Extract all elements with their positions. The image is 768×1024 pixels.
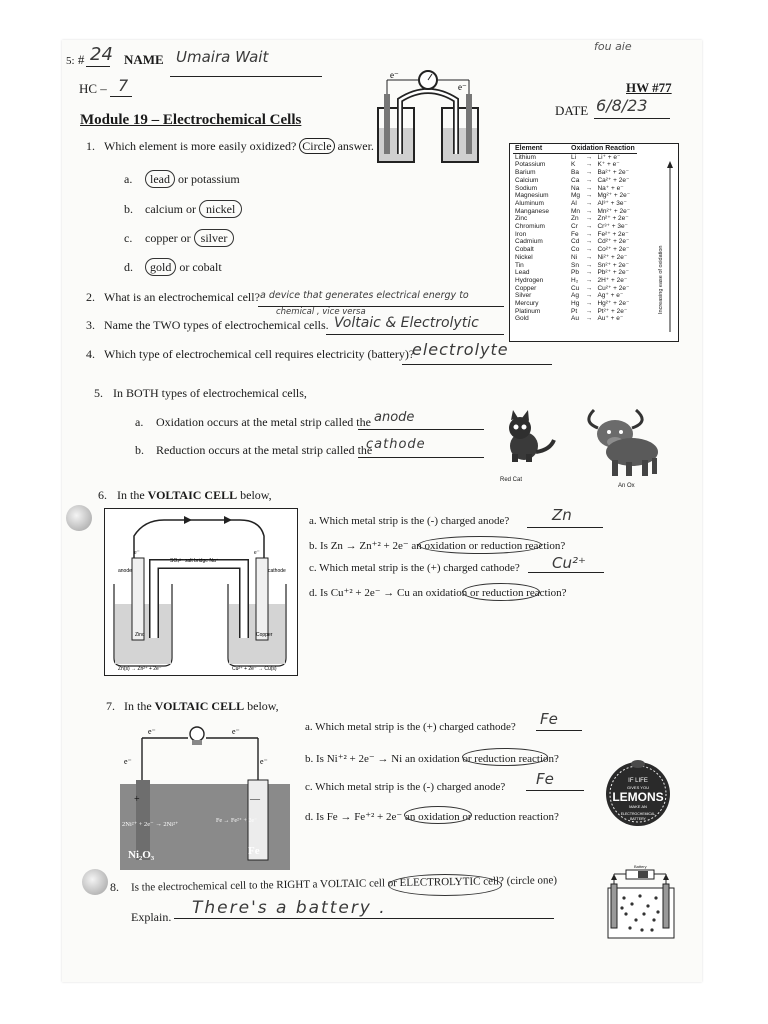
ox-illustration [580,402,666,480]
element-symbol-cell: Pb [571,269,579,277]
q1c-letter: c. [124,231,133,245]
q5-number: 5. [94,386,103,400]
q2-text: What is an electrochemical cell? [104,290,260,304]
arrow-cell: → [585,169,593,177]
q1-text: Which element is more easily oxidized? Circle answer. [104,139,374,153]
name-line [170,76,322,77]
reaction-products-cell: Pb²⁺ + 2e⁻ [597,269,630,277]
element-name-cell: Sodium [515,184,538,192]
q4-text: Which type of electrochemical cell requires electricity (battery)? [104,347,415,361]
q6c-answer[interactable]: Cu²⁺ [552,554,586,572]
q7-number: 7. [106,699,115,713]
reaction-products-cell: Al³⁺ + 3e⁻ [597,199,627,207]
reaction-products-cell: 2H⁺ + 2e⁻ [597,276,628,284]
arrow-cell: → [585,246,593,254]
battery-caption: Battery [634,864,647,869]
q5b-text: Reduction occurs at the metal strip called the [156,443,373,457]
element-name-cell: Magnesium [515,192,549,200]
corner-note: fou aie [594,40,632,53]
number-label: 5: # [66,52,85,67]
q1b-letter: b. [124,202,133,216]
svg-text:IF LIFE: IF LIFE [628,778,648,784]
reaction-products-cell: Mg²⁺ + 2e⁻ [597,192,631,200]
element-symbol-cell: Sn [571,261,579,269]
red-cat-caption: Red Cat [500,477,523,483]
arrow-cell: → [585,199,593,207]
negative-sign: — [250,794,260,805]
punch-hole [66,505,92,531]
q6b-text: b. Is Zn → Zn⁺² + 2e⁻ an oxidation or reduction reaction? [309,540,566,552]
arrow-cell: → [585,207,593,215]
q1b-text: calcium or nickel [145,202,242,217]
arrow-cell: → [585,153,593,161]
element-symbol-cell: Ni [571,253,578,261]
q1-number: 1. [86,139,95,153]
table-row [513,254,637,262]
element-name-cell: Barium [515,169,536,177]
arrow-cell: → [585,223,593,231]
reaction-products-cell: Na⁺ + e⁻ [597,184,624,192]
q1d-answer-circle[interactable]: gold [145,258,176,276]
q4-answer[interactable]: electrolyte [412,340,509,359]
electron-label-top-left: e⁻ [148,727,156,736]
arrow-cell: → [585,253,593,261]
element-name-cell: Aluminum [515,199,544,207]
q7a-answer[interactable]: Fe [540,710,558,728]
voltaic-cell-diagram-2 [120,724,290,872]
q1c-text: copper or silver [145,231,234,246]
electrochemical-cell-illustration [372,70,484,170]
q2-answer-line1[interactable]: a device that generates electrical energy to [260,290,469,301]
element-name-cell: Cobalt [515,246,534,254]
element-symbol-cell: Hg [571,300,580,308]
element-name-cell: Mercury [515,300,539,308]
q6-number: 6. [98,488,107,502]
element-symbol-cell: Fe [571,230,579,238]
svg-text:BATTERY: BATTERY [630,817,646,821]
table-row [513,161,637,169]
arrow-cell: → [585,284,593,292]
table-row [513,200,637,208]
element-name-cell: Lithium [515,153,536,161]
reaction-products-cell: Ba²⁺ + 2e⁻ [597,169,630,177]
element-name-cell: Gold [515,315,529,323]
element-symbol-cell: Li [571,153,577,161]
q3-answer-line [326,334,504,335]
q1-circle-word: Circle [299,138,334,154]
reaction-products-cell: Ni²⁺ + 2e⁻ [597,253,628,261]
electron-label-top-right: e⁻ [232,727,240,736]
table-row [513,169,637,177]
element-name-cell: Potassium [515,161,546,169]
element-symbol-cell: Mn [571,207,581,215]
svg-text:ELECTROCHEMICAL: ELECTROCHEMICAL [620,812,656,816]
q3-text: Name the TWO types of electrochemical cells. [104,318,329,332]
reaction-products-cell: Sn²⁺ + 2e⁻ [597,261,630,269]
salt-bridge-label: SO₄²⁻ salt bridge Na⁺ [170,558,219,564]
reaction-products-cell: Ag⁺ + e⁻ [597,292,624,300]
arrow-cell: → [585,192,593,200]
table-row [513,308,637,316]
q6a-text: a. Which metal strip is the (-) charged anode? [309,515,510,527]
element-name-cell: Copper [515,284,537,292]
element-symbol-cell: Na [571,184,580,192]
q5b-letter: b. [135,443,144,457]
electron-label-left: e⁻ [134,550,140,556]
table-row [513,215,637,223]
q6d-answer-circle[interactable] [462,583,540,601]
q2-answer-line2[interactable]: chemical , vice versa [276,307,366,317]
q5-text: In BOTH types of electrochemical cells, [113,386,307,400]
number-line [86,66,110,67]
reaction-products-cell: Hg²⁺ + 2e⁻ [597,300,630,308]
copper-label: Copper [256,632,273,638]
q6c-text: c. Which metal strip is the (+) charged cathode? [309,562,520,574]
element-symbol-cell: Cu [571,284,580,292]
reaction-products-cell: Mn²⁺ + 2e⁻ [597,207,631,215]
table-row [513,185,637,193]
reaction-products-cell: Ca²⁺ + 2e⁻ [597,176,630,184]
zinc-label: Zinc [135,632,145,638]
q5b-answer-line [358,457,484,458]
table-row [513,285,637,293]
element-name-cell: Cadmium [515,238,543,246]
element-symbol-cell: H₂ [571,276,579,284]
anode-label: anode [118,568,132,574]
q5a-answer-line [358,429,484,430]
iron-equation: Fe → Fe²⁺ + 2e⁻ [216,818,258,824]
q1a-text: lead or potassium [145,172,240,187]
reaction-products-cell: Cd²⁺ + 2e⁻ [597,238,630,246]
red-cat-illustration [498,410,558,466]
name-value[interactable]: Umaira Wait [176,48,269,66]
arrow-cell: → [585,269,593,277]
element-symbol-cell: Mg [571,192,581,200]
element-name-cell: Silver [515,292,532,300]
element-symbol-cell: K [571,161,576,169]
table-row [513,208,637,216]
element-name-cell: Iron [515,230,527,238]
hc-line [110,96,132,97]
reaction-products-cell: Cr³⁺ + 3e⁻ [597,223,628,231]
element-name-cell: Nickel [515,253,533,261]
oxidation-table [509,143,679,342]
element-symbol-cell: Ag [571,292,579,300]
reaction-products-cell: Pt²⁺ + 2e⁻ [597,307,628,315]
table-row [513,269,637,277]
q7b-answer-circle[interactable] [462,748,548,766]
q5b-answer[interactable]: cathode [366,437,426,452]
electron-label-right: e⁻ [260,757,268,766]
q1c-answer-circle[interactable]: silver [194,229,235,247]
q1a-answer-circle[interactable]: lead [145,170,175,188]
q3-answer[interactable]: Voltaic & Electrolytic [334,315,479,331]
q3-number: 3. [86,318,95,332]
q8-explain-label: Explain. [131,910,172,924]
element-name-cell: Hydrogen [515,276,544,284]
element-symbol-cell: Al [571,199,577,207]
q6d-text: d. Is Cu⁺² + 2e⁻ → Cu an oxidation or reduction reaction? [309,587,567,599]
q7b-text: b. Is Ni⁺² + 2e⁻ → Ni an oxidation or reduction reaction? [305,753,559,765]
table-header-reaction: Oxidation Reaction [571,145,635,152]
arrow-cell: → [585,261,593,269]
q2-number: 2. [86,290,95,304]
element-name-cell: Calcium [515,176,539,184]
q7c-answer-line [526,790,584,791]
q7a-text: a. Which metal strip is the (+) charged cathode? [305,721,516,733]
hw-label: HW #77 [626,80,672,95]
element-symbol-cell: Cd [571,238,580,246]
q8-explain-line [174,918,554,919]
svg-text:LEMONS: LEMONS [612,790,664,804]
electrolytic-cell-illustration [604,868,678,940]
hc-value[interactable]: 7 [118,76,129,95]
arrow-cell: → [585,176,593,184]
arrow-cell: → [585,292,593,300]
element-symbol-cell: Cr [571,223,578,231]
table-row [513,223,637,231]
q1d-text: gold or cobalt [145,260,222,275]
ox-caption: An Ox [618,483,635,489]
q7-text: In the VOLTAIC CELL below, [124,699,279,713]
reaction-products-cell: Cu²⁺ + 2e⁻ [597,284,630,292]
arrow-cell: → [585,230,593,238]
nickel-equation: 2Ni²⁺ + 2e⁻ → 2Ni²⁺ [122,821,179,828]
q6-text: In the VOLTAIC CELL below, [117,488,272,502]
arrow-cell: → [585,276,593,284]
q8-text: Is the electrochemical cell to the RIGHT a VOLTAIC cell or ELECTROLYTIC cell? (circle one) [130,874,558,894]
cathode-equation: Cu²⁺ + 2e⁻ → Cu(s) [232,666,277,672]
element-name-cell: Tin [515,261,524,269]
q4-number: 4. [86,347,95,361]
q8-number: 8. [110,880,119,894]
reaction-products-cell: K⁺ + e⁻ [597,161,620,169]
q5a-text: Oxidation occurs at the metal strip called the [156,415,371,429]
element-symbol-cell: Co [571,246,580,254]
table-row [513,262,637,270]
electron-label-right: e⁻ [254,550,260,556]
lemon-badge-illustration [602,756,674,828]
q6a-answer-line [527,527,603,528]
electron-label-left: e⁻ [124,757,132,766]
arrow-cell: → [585,184,593,192]
arrow-cell: → [585,161,593,169]
element-symbol-cell: Ca [571,176,580,184]
table-row [513,231,637,239]
q1b-answer-circle[interactable]: nickel [199,200,242,218]
table-row [513,277,637,285]
q6b-answer-circle[interactable] [418,536,542,554]
table-row [513,153,637,161]
q1a-letter: a. [124,172,133,186]
element-name-cell: Zinc [515,215,528,223]
reaction-products-cell: Co²⁺ + 2e⁻ [597,246,630,254]
table-row [513,246,637,254]
cathode-label: cathode [268,568,286,574]
element-symbol-cell: Zn [571,215,579,223]
reaction-products-cell: Zn²⁺ + 2e⁻ [597,215,629,223]
voltaic-cell-diagram-1 [104,508,298,676]
element-name-cell: Manganese [515,207,549,215]
table-header-element: Element [513,145,569,153]
q1d-letter: d. [124,260,133,274]
reaction-products-cell: Au⁺ + e⁻ [597,315,624,323]
reaction-products-cell: Li⁺ + e⁻ [597,153,621,161]
table-row [513,292,637,300]
arrow-cell: → [585,300,593,308]
q5a-letter: a. [135,415,144,429]
number-value[interactable]: 24 [90,44,113,65]
table-row [513,315,637,323]
q5a-answer[interactable]: anode [374,410,415,425]
q7d-answer-circle[interactable] [404,806,472,824]
q7c-text: c. Which metal strip is the (-) charged anode? [305,781,506,793]
q6a-answer[interactable]: Zn [552,506,572,524]
table-row [513,238,637,246]
q8-answer-circle[interactable] [388,874,502,896]
punch-hole [82,869,108,895]
table-row [513,192,637,200]
table-side-label: Increasing ease of oxidation [658,245,664,314]
arrow-cell: → [585,215,593,223]
q4-answer-line [402,364,552,365]
q8-explain-answer[interactable]: There's a battery . [192,898,387,918]
q7a-answer-line [536,730,582,731]
anode-equation: Zn(s) → Zn²⁺ + 2e⁻ [118,666,162,672]
arrow-cell: → [585,238,593,246]
arrow-cell: → [585,307,593,315]
q6c-answer-line [528,572,604,573]
nickel-oxide-label: Ni₂O₃ [128,849,155,861]
element-name-cell: Platinum [515,307,541,315]
increasing-arrow [665,160,675,336]
q7c-answer[interactable]: Fe [536,770,554,788]
hc-label: HC – [79,81,107,96]
element-name-cell: Lead [515,269,530,277]
table-row [513,177,637,185]
iron-label: Fe [248,845,260,857]
date-value[interactable]: 6/8/23 [596,96,648,115]
table-row [513,300,637,308]
q7d-text: d. Is Fe → Fe⁺² + 2e⁻ an oxidation or reduction reaction? [305,811,559,823]
name-label: NAME [124,52,164,67]
svg-text:MAKE AN: MAKE AN [629,804,647,809]
element-symbol-cell: Au [571,315,579,323]
positive-sign: + [134,794,140,805]
reaction-products-cell: Fe²⁺ + 2e⁻ [597,230,629,238]
element-name-cell: Chromium [515,223,545,231]
element-symbol-cell: Ba [571,169,579,177]
svg-text:e⁻: e⁻ [390,70,399,80]
arrow-cell: → [585,315,593,323]
svg-text:e⁻: e⁻ [458,82,467,92]
date-line [594,118,670,119]
element-symbol-cell: Pt [571,307,578,315]
date-label: DATE [555,103,589,118]
page-title: Module 19 – Electrochemical Cells [80,112,302,128]
svg-text:GIVES YOU: GIVES YOU [627,785,649,790]
